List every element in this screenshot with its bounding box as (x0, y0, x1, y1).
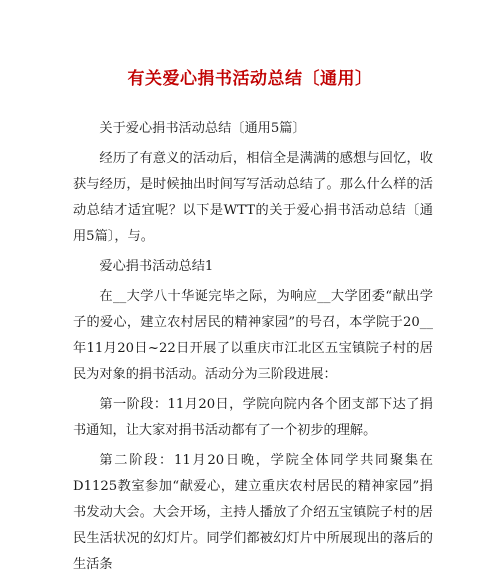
intro-paragraph: 经历了有意义的活动后，相信全是满满的感想与回忆，收获与经历，是时候抽出时间写写活动总结了。那么什么样的活动总结才适宜呢？以下是WTT的关于爱心捐书活动总结〔通用5篇〕，与。 (73, 151, 433, 244)
document-body (73, 116, 433, 582)
body-paragraph: 第二阶段：11月20日晚，学院全体同学共同聚集在D1125教室参加“献爱心，建立重庆农村居民的精神家园”捐书发动大会。大会开场，主持人播放了介绍五宝镇院子村的居民生活状况的幻灯片。同学们都被幻灯片中所展现出的落后的生活条 (73, 453, 433, 572)
section-heading: 爱心捐书活动总结1 (99, 259, 214, 274)
body-paragraph: 在__大学八十华诞完毕之际，为响应__大学团委“献出学子的爱心，建立农村居民的精神家园”的号召，本学院于20__年11月20日~22日开展了以重庆市江北区五宝镇院子村的居民为对象的捐书活动。活动分为三阶段进展： (73, 289, 433, 382)
subtitle-paragraph: 关于爱心捐书活动总结〔通用5篇〕 (99, 121, 306, 136)
body-paragraph: 第一阶段：11月20日，学院向院内各个团支部下达了捐书通知，让大家对捐书活动都有了一个初步的理解。 (73, 397, 433, 438)
page-title: 有关爱心捐书活动总结〔通用〕 (127, 69, 373, 89)
